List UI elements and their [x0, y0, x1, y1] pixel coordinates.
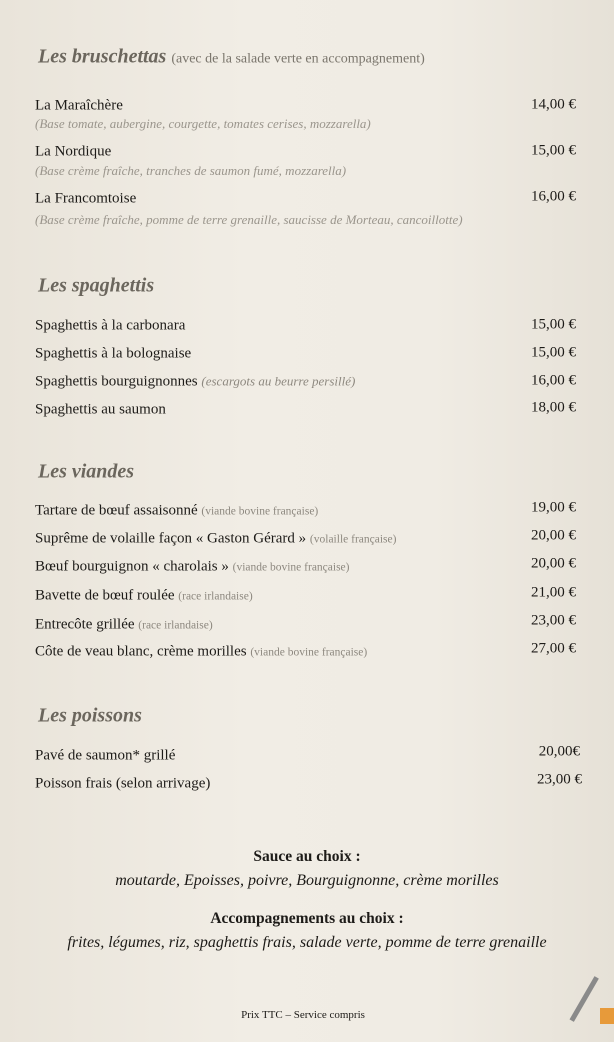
- item-note: (escargots au beurre persillé): [201, 373, 356, 389]
- item-name: La Nordique: [35, 143, 112, 160]
- item-name: Spaghettis à la bolognaise: [35, 345, 192, 362]
- item-note: (race irlandaise): [138, 619, 213, 632]
- footer-note: Prix TTC – Service compris: [241, 1009, 365, 1021]
- item-name: Entrecôte grillée: [35, 616, 135, 633]
- item-price: 14,00 €: [531, 96, 576, 113]
- item-price: 19,00 €: [531, 499, 576, 516]
- section-title-spaghettis: Les spaghettis: [38, 274, 155, 297]
- item-price: 15,00 €: [531, 316, 576, 333]
- item-price: 15,00 €: [531, 142, 576, 159]
- sauce-title: Sauce au choix :: [253, 848, 361, 865]
- decorative-illustration-accent: [600, 1008, 614, 1024]
- item-price: 18,00 €: [531, 399, 576, 416]
- item-name: Bavette de bœuf roulée: [35, 587, 175, 604]
- section-subtitle: (avec de la salade verte en accompagnement): [171, 51, 425, 67]
- item-name: Spaghettis bourguignonnes: [35, 373, 198, 390]
- accompagnements-list: frites, légumes, riz, spaghettis frais, salade verte, pomme de terre grenaille: [67, 934, 547, 951]
- item-desc: (Base crème fraîche, pomme de terre grenaille, saucisse de Morteau, cancoillotte): [35, 212, 463, 227]
- item-name: Pavé de saumon* grillé: [35, 747, 176, 764]
- item-row: [35, 374, 355, 391]
- section-title-poissons: Les poissons: [38, 704, 142, 727]
- section-title-viandes: Les viandes: [38, 460, 135, 483]
- item-price: 20,00€: [538, 743, 580, 760]
- item-name: Spaghettis à la carbonara: [35, 317, 186, 334]
- item-price: 20,00 €: [531, 527, 576, 544]
- item-desc: (Base crème fraîche, tranches de saumon fumé, mozzarella): [35, 163, 347, 178]
- item-row: [35, 531, 396, 548]
- item-note: (viande bovine française): [201, 505, 319, 518]
- item-name: Tartare de bœuf assaisonné: [35, 502, 198, 519]
- item-name: Suprême de volaille façon « Gaston Gérard »: [35, 530, 307, 547]
- sauce-list: moutarde, Epoisses, poivre, Bourguignonne, crème morilles: [115, 872, 499, 889]
- item-name: Côte de veau blanc, crème morilles: [35, 643, 247, 660]
- item-desc: (Base tomate, aubergine, courgette, tomates cerises, mozzarella): [35, 116, 371, 131]
- item-row: [35, 644, 367, 661]
- item-name: Spaghettis au saumon: [35, 401, 166, 418]
- item-note: (viande bovine française): [232, 561, 350, 574]
- accompagnements-title: Accompagnements au choix :: [210, 910, 404, 927]
- item-price: 23,00 €: [531, 612, 576, 629]
- item-price: 20,00 €: [531, 555, 576, 572]
- item-price: 27,00 €: [531, 640, 576, 657]
- heading: Les bruschettas: [38, 45, 167, 68]
- item-name: Bœuf bourguignon « charolais »: [35, 558, 229, 575]
- item-row: [35, 588, 253, 605]
- item-price: 16,00 €: [531, 372, 576, 389]
- item-row: [35, 559, 349, 576]
- item-price: 21,00 €: [531, 584, 576, 601]
- item-price: 23,00 €: [537, 771, 582, 788]
- item-note: (race irlandaise): [178, 590, 253, 603]
- item-price: 16,00 €: [531, 188, 576, 205]
- item-row: [35, 617, 213, 634]
- item-note: (volaille française): [309, 533, 397, 546]
- section-title-bruschettas: [38, 46, 425, 69]
- item-note: (viande bovine française): [250, 646, 368, 659]
- item-name: La Maraîchère: [35, 97, 123, 114]
- item-price: 15,00 €: [531, 344, 576, 361]
- item-name: La Francomtoise: [35, 190, 137, 207]
- item-row: [35, 503, 318, 520]
- item-name: Poisson frais (selon arrivage): [35, 775, 211, 792]
